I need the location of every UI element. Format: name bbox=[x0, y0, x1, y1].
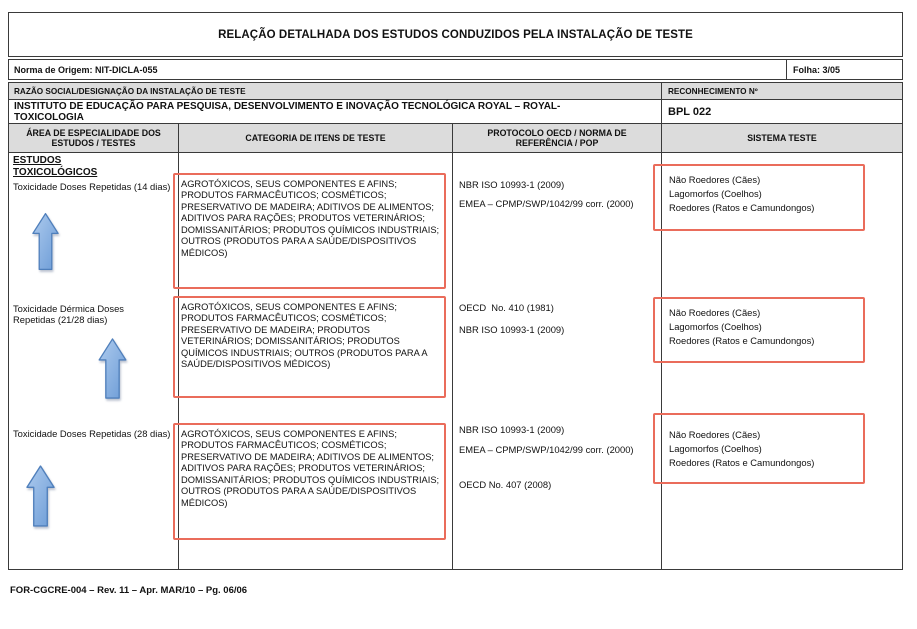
protocolo-ref: OECD No. 407 (2008) bbox=[459, 479, 552, 490]
razao-social-value: INSTITUTO DE EDUCAÇÃO PARA PESQUISA, DESENVOLVIMENTO E INOVAÇÃO TECNOLÓGICA ROYAL – ROYAL-TOXICOLOGIA bbox=[9, 100, 662, 124]
protocolo-ref: NBR ISO 10993-1 (2009) bbox=[459, 424, 565, 435]
sistema-annotation-box-3 bbox=[653, 413, 865, 484]
sistema-line: Roedores (Ratos e Camundongos) bbox=[669, 334, 815, 346]
protocolo-ref: NBR ISO 10993-1 (2009) bbox=[459, 324, 565, 335]
sistema-annotation-box-1 bbox=[653, 164, 865, 231]
sistema-line: Lagomorfos (Coelhos) bbox=[669, 187, 762, 199]
protocolo-ref: OECD No. 410 (1981) bbox=[459, 302, 554, 313]
sistema-line: Roedores (Ratos e Camundongos) bbox=[669, 456, 815, 468]
reconhecimento-header: RECONHECIMENTO Nº bbox=[662, 83, 902, 100]
footer-text: FOR-CGCRE-004 – Rev. 11 – Apr. MAR/10 – Pg. 06/06 bbox=[10, 585, 248, 596]
protocolo-ref: EMEA – CPMP/SWP/1042/99 corr. (2000) bbox=[459, 444, 634, 455]
study-area-3: Toxicidade Doses Repetidas (28 dias) bbox=[13, 428, 171, 439]
folha-label: Folha: 3/05 bbox=[786, 60, 902, 79]
up-arrow-icon bbox=[26, 462, 55, 530]
up-arrow-icon bbox=[32, 210, 59, 273]
section-title: ESTUDOS TOXICOLÓGICOS bbox=[13, 155, 98, 178]
study-area-2: Toxicidade Dérmica Doses Repetidas (21/28 dias) bbox=[13, 303, 124, 325]
reconhecimento-value: BPL 022 bbox=[662, 100, 902, 124]
column-header-categoria: CATEGORIA DE ITENS DE TESTE bbox=[179, 124, 453, 153]
categoria-text-1: AGROTÓXICOS, SEUS COMPONENTES E AFINS; PRODUTOS FARMACÊUTICOS; COSMÉTICOS; PRESERVATIVO DE MADEIRA; ADITIVOS DE ALIMENTOS; ADITIVOS PARA RAÇÕES; PRODUTOS VETERINÁRIOS; DOMISSANITÁRIOS; PRODUTOS QUÍMICOS INDUSTRIAIS; OUTROS (PRODUTOS PARA A SAÚDE/DISPOSITIVOS MÉDICOS) bbox=[181, 179, 440, 258]
categoria-annotation-box-3 bbox=[173, 423, 446, 540]
sistema-line: Não Roedores (Cães) bbox=[669, 429, 761, 440]
column-header-sistema: SISTEMA TESTE bbox=[662, 124, 902, 153]
title-box bbox=[8, 12, 903, 57]
categoria-text-3: AGROTÓXICOS, SEUS COMPONENTES E AFINS; PRODUTOS FARMACÊUTICOS; COSMÉTICOS; PRESERVATIVO DE MADEIRA; ADITIVOS DE ALIMENTOS; ADITIVOS PARA RAÇÕES; PRODUTOS VETERINÁRIOS; DOMISSANITÁRIOS; PRODUTOS QUÍMICOS INDUSTRIAIS; OUTROS (PRODUTOS PARA A SAÚDE/DISPOSITIVOS MÉDICOS) bbox=[181, 429, 440, 508]
sistema-line: Lagomorfos (Coelhos) bbox=[669, 442, 762, 454]
column-header-protocolo: PROTOCOLO OECD / NORMA DE REFERÊNCIA / POP bbox=[453, 124, 662, 153]
categoria-text-2: AGROTÓXICOS, SEUS COMPONENTES E AFINS; PRODUTOS FARMACÊUTICOS; COSMÉTICOS; PRESERVATIVO DE MADEIRA; PRODUTOS VETERINÁRIOS; DOMISSANITÁRIOS; PRODUTOS QUÍMICOS INDUSTRIAIS; OUTROS (PRODUTOS PARA A SAÚDE/DISPOSITIVOS MÉDICOS) bbox=[181, 302, 428, 370]
up-arrow-icon bbox=[97, 338, 128, 399]
column-header-area: ÁREA DE ESPECIALIDADE DOS ESTUDOS / TESTES bbox=[9, 124, 179, 153]
norma-strip bbox=[8, 59, 903, 80]
protocolo-ref: NBR ISO 10993-1 (2009) bbox=[459, 179, 565, 190]
sistema-line: Não Roedores (Cães) bbox=[669, 174, 761, 185]
page-title: RELAÇÃO DETALHADA DOS ESTUDOS CONDUZIDOS PELA INSTALAÇÃO DE TESTE bbox=[218, 28, 693, 41]
sistema-annotation-box-2 bbox=[653, 297, 865, 363]
main-table bbox=[8, 82, 903, 570]
study-area-1: Toxicidade Doses Repetidas (14 dias) bbox=[13, 181, 171, 192]
protocolo-ref: EMEA – CPMP/SWP/1042/99 corr. (2000) bbox=[459, 198, 634, 209]
sistema-line: Roedores (Ratos e Camundongos) bbox=[669, 201, 815, 213]
sistema-line: Não Roedores (Cães) bbox=[669, 307, 761, 318]
norma-origem-label: Norma de Origem: NIT-DICLA-055 bbox=[14, 64, 158, 75]
categoria-annotation-box-1 bbox=[173, 173, 446, 289]
categoria-annotation-box-2 bbox=[173, 296, 446, 398]
sistema-line: Lagomorfos (Coelhos) bbox=[669, 320, 762, 332]
body-cell-protocolo bbox=[453, 153, 662, 569]
razao-social-header: RAZÃO SOCIAL/DESIGNAÇÃO DA INSTALAÇÃO DE TESTE bbox=[9, 83, 662, 100]
